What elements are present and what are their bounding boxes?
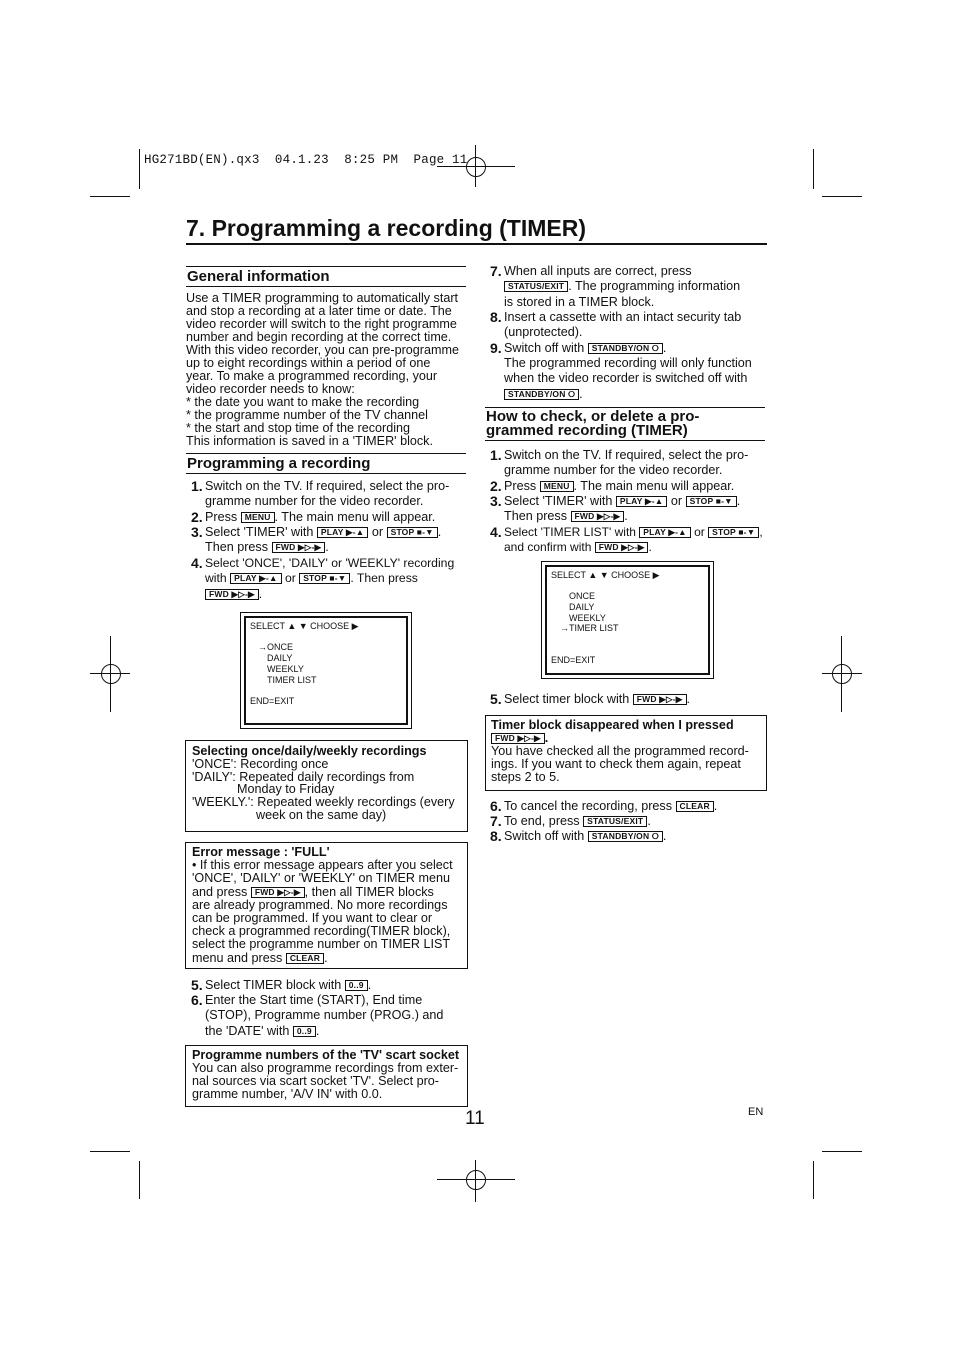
timer-function-note: The programmed recording will only function when the video recorder is switched off with STANDBY/ON ⭘ .: [504, 356, 752, 401]
stop-key: STOP ■-▼: [387, 527, 438, 538]
crop-mark: [813, 149, 814, 189]
step-number: 1.: [490, 447, 502, 463]
text-line: * the programme number of the TV channel: [186, 408, 428, 422]
registration-mark: [466, 157, 486, 177]
screen-item: WEEKLY: [267, 664, 304, 674]
step-number: 9.: [490, 340, 502, 356]
timer-menu-screen: [240, 612, 412, 729]
crop-mark: [475, 1160, 476, 1202]
prog-step-8: 8. Insert a cassette with an intact security tab (unprotected).: [490, 309, 742, 340]
selecting-note-box: Selecting once/daily/weekly recordings 'ONCE': Recording once 'DAILY': Repeated daily recordings from Monday to Friday 'WEEKLY.': Repeated weekly recordings (every week on the same day): [185, 740, 468, 832]
text-line: up to eight recordings within a period of one: [186, 356, 431, 370]
registration-mark: [832, 664, 852, 684]
scart-note-box: Programme numbers of the 'TV' scart socket You can also programme recordings from exter- nal sources via scart socket 'TV'. Select pro- gramme number, 'A/V IN' with 0.0.: [185, 1045, 468, 1107]
text-line: With this video recorder, you can pre-programme: [186, 343, 459, 357]
text-line: and stop a recording at a later time or date. The: [186, 304, 452, 318]
step-number: 7.: [490, 813, 502, 829]
check-step-8: 8. Switch off with STANDBY/ON ⭘ .: [490, 828, 667, 844]
screen-header: SELECT ▲ ▼ CHOOSE ▶: [551, 570, 660, 580]
digit-keys: 0..9: [345, 980, 368, 991]
prog-step-7: 7. When all inputs are correct, press STATUS/EXIT . The programming information is stored in a TIMER block.: [490, 263, 741, 309]
fwd-key: FWD ▶▷-▶: [251, 887, 305, 898]
clear-key: CLEAR: [676, 801, 714, 812]
screen-item: TIMER LIST: [267, 675, 317, 685]
step-number: 3.: [490, 493, 502, 509]
step-number: 4.: [191, 555, 203, 571]
step-text: gramme number for the video recorder.: [205, 494, 424, 509]
crop-mark: [437, 1179, 515, 1180]
check-step-6: 6. To cancel the recording, press CLEAR .: [490, 798, 718, 814]
step-number: 8.: [490, 828, 502, 844]
standby-key: STANDBY/ON ⭘: [504, 389, 579, 400]
crop-mark: [822, 1151, 862, 1152]
step-number: 4.: [490, 524, 502, 540]
screen-footer: END=EXIT: [250, 696, 295, 706]
crop-mark: [841, 636, 842, 712]
prog-step-4: 4. Select 'ONCE', 'DAILY' or 'WEEKLY' recording with PLAY ▶-▲ or STOP ■-▼ . Then press FWD ▶▷-▶ .: [191, 555, 455, 601]
prog-step-5: 5. Select TIMER block with 0..9 .: [191, 977, 372, 993]
clear-key: CLEAR: [286, 953, 324, 964]
step-number: 2.: [490, 478, 502, 494]
standby-key: STANDBY/ON ⭘: [588, 831, 663, 842]
title-rule: [186, 243, 767, 245]
stop-key: STOP ■-▼: [686, 496, 737, 507]
page-number: 11: [465, 1108, 485, 1129]
language-label: EN: [748, 1106, 764, 1118]
crop-mark: [90, 196, 130, 197]
stop-key: STOP ■-▼: [299, 573, 350, 584]
screen-item: →ONCE: [258, 642, 294, 652]
screen-item: WEEKLY: [569, 613, 606, 623]
step-number: 8.: [490, 309, 502, 325]
screen-item: DAILY: [569, 602, 595, 612]
check-step-4: 4. Select 'TIMER LIST' with PLAY ▶-▲ or STOP ■-▼ , and confirm with FWD ▶▷-▶ .: [490, 524, 763, 555]
crop-mark: [139, 149, 140, 189]
play-key: PLAY ▶-▲: [639, 527, 690, 538]
step-number: 7.: [490, 263, 502, 279]
crop-mark: [139, 1161, 140, 1199]
stop-key: STOP ■-▼: [708, 527, 759, 538]
crop-mark: [822, 673, 862, 674]
step-number: 5.: [490, 691, 502, 707]
crop-mark: [813, 1161, 814, 1199]
step-text: Switch on the TV. If required, select the pro-: [205, 479, 450, 493]
fwd-key: FWD ▶▷-▶: [595, 542, 649, 553]
status-exit-key: STATUS/EXIT: [583, 816, 647, 827]
standby-key: STANDBY/ON ⭘: [588, 343, 663, 354]
play-key: PLAY ▶-▲: [230, 573, 281, 584]
prog-step-3: 3. Select 'TIMER' with PLAY ▶-▲ or STOP ■-▼ . Then press FWD ▶▷-▶ .: [191, 524, 442, 555]
fwd-key: FWD ▶▷-▶: [272, 542, 326, 553]
registration-mark: [101, 664, 121, 684]
text-line: year. To make a programmed recording, your: [186, 369, 438, 383]
check-step-1: 1. Switch on the TV. If required, select the pro- gramme number for the video recorder.: [490, 447, 749, 478]
timer-block-note-box: Timer block disappeared when I pressed FWD ▶▷-▶ . You have checked all the programmed record- ings. If you want to check them again, repeat steps 2 to 5.: [485, 715, 767, 791]
crop-mark: [110, 636, 111, 712]
prog-step-1: [191, 478, 470, 510]
prog-step-9: 9. Switch off with STANDBY/ON ⭘ .: [490, 340, 667, 356]
step-number: 5.: [191, 977, 203, 993]
check-step-7: 7. To end, press STATUS/EXIT .: [490, 813, 651, 829]
status-exit-key: STATUS/EXIT: [504, 281, 568, 292]
screen-item: ONCE: [569, 591, 596, 601]
play-key: PLAY ▶-▲: [317, 527, 368, 538]
fwd-key: FWD ▶▷-▶: [571, 511, 625, 522]
text-line: This information is saved in a 'TIMER' block.: [186, 434, 433, 448]
crop-mark: [90, 1151, 130, 1152]
step-number: 2.: [191, 509, 203, 525]
timer-list-screen: [541, 561, 714, 679]
registration-mark: [466, 1170, 486, 1190]
step-number: 6.: [490, 798, 502, 814]
digit-keys: 0..9: [293, 1026, 316, 1037]
text-line: number and begin recording at the correct time.: [186, 330, 452, 344]
check-step-3: 3. Select 'TIMER' with PLAY ▶-▲ or STOP ■-▼ . Then press FWD ▶▷-▶ .: [490, 493, 741, 524]
play-key: PLAY ▶-▲: [616, 496, 667, 507]
fwd-key: FWD ▶▷-▶: [205, 589, 259, 600]
error-note-box: Error message : 'FULL' • If this error message appears after you select 'ONCE', 'DAILY' or 'WEEKLY' on TIMER menu and press FWD ▶▷-▶ , then all TIMER blocks are already programmed. No more recordings can be programmed. If you want to clear or check a programmed recording(TIMER block), select the programme number on TIMER LIST menu and press CLEAR .: [185, 842, 468, 969]
check-step-5: 5. Select timer block with FWD ▶▷-▶ .: [490, 691, 691, 707]
screen-footer: END=EXIT: [551, 655, 596, 665]
text-line: Use a TIMER programming to automatically start: [186, 291, 459, 305]
prog-step-2: 2. Press MENU . The main menu will appear.: [191, 509, 436, 525]
text-line: * the date you want to make the recording: [186, 395, 420, 409]
programming-heading: Programming a recording: [186, 453, 466, 474]
page-title: 7. Programming a recording (TIMER): [186, 215, 586, 241]
fwd-key: FWD ▶▷-▶: [491, 733, 545, 744]
menu-key: MENU: [241, 512, 275, 523]
screen-item: →TIMER LIST: [560, 623, 619, 633]
crop-mark: [822, 196, 862, 197]
check-heading: How to check, or delete a pro- grammed recording (TIMER): [485, 407, 765, 441]
general-heading: General information: [186, 266, 466, 287]
menu-key: MENU: [540, 481, 574, 492]
check-step-2: 2. Press MENU . The main menu will appear.: [490, 478, 735, 494]
crop-mark: [475, 145, 476, 187]
screen-header: SELECT ▲ ▼ CHOOSE ▶: [250, 621, 359, 631]
general-text: [186, 292, 471, 448]
fwd-key: FWD ▶▷-▶: [633, 694, 687, 705]
text-line: * the start and stop time of the recording: [186, 421, 411, 435]
step-number: 1.: [191, 478, 203, 494]
screen-item: DAILY: [267, 653, 293, 663]
step-number: 3.: [191, 524, 203, 540]
step-number: 6.: [191, 992, 203, 1008]
text-line: video recorder needs to know:: [186, 382, 355, 396]
text-line: video recorder will switch to the right programme: [186, 317, 457, 331]
prog-step-6: 6. Enter the Start time (START), End time (STOP), Programme number (PROG.) and the 'DATE' with 0..9 .: [191, 992, 444, 1038]
file-slug: HG271BD(EN).qx3 04.1.23 8:25 PM Page 11: [144, 153, 468, 167]
